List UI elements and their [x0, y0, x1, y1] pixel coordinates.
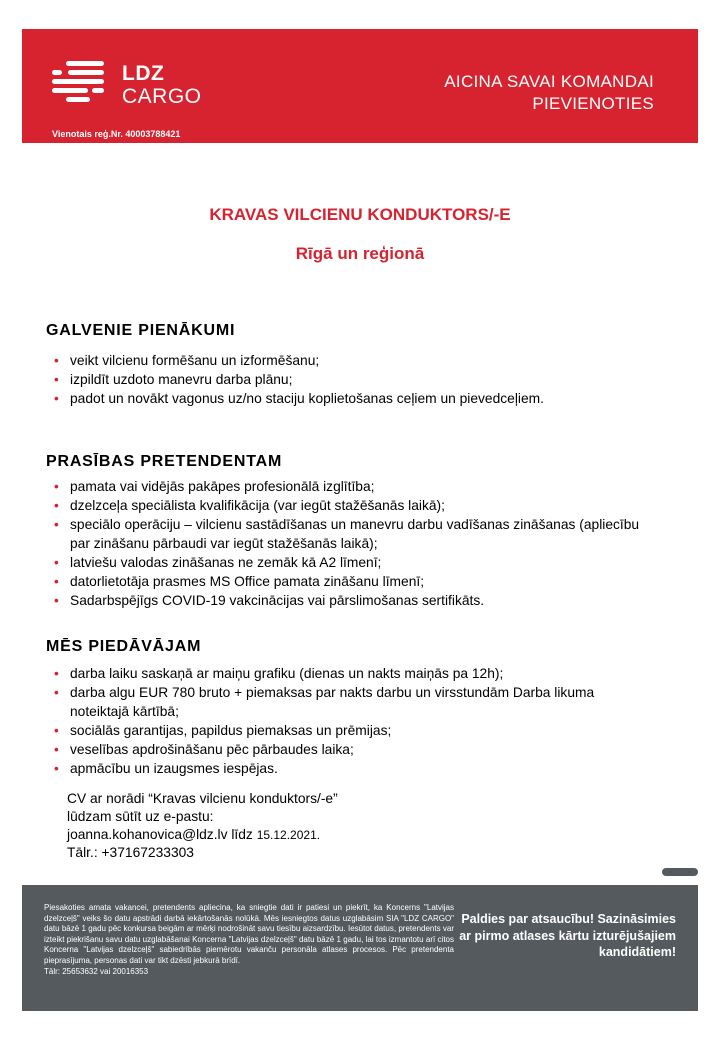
deadline-prefix: līdz	[231, 827, 253, 842]
list-item: • pamata vai vidējās pakāpes profesionālā izglītība;	[52, 477, 652, 496]
list-item: • Sadarbspējīgs COVID-19 vakcinācijas vai pārslimošanas sertifikāts.	[52, 591, 652, 610]
legal-notice	[44, 903, 454, 977]
list-item: • apmācību un izaugsmes iespējas.	[52, 759, 652, 778]
tagline	[444, 71, 654, 115]
deadline-date: 15.12.2021.	[256, 828, 321, 842]
list-item: • latviešu valodas zināšanas ne zemāk kā A2 līmenī;	[52, 553, 652, 572]
job-location: Rīgā un reģionā	[295, 244, 425, 263]
list-item: • darba laiku saskaņā ar maiņu grafiku (dienas un nakts maiņās pa 12h);	[52, 664, 652, 683]
offer-heading: MĒS PIEDĀVĀJAM	[46, 638, 202, 655]
duties-list	[52, 351, 652, 408]
requirements-heading: PRASĪBAS PRETENDENTAM	[46, 453, 283, 470]
legal-text: Piesakoties amata vakancei, pretendents apliecina, ka sniegtie dati ir patiesi un piekrīt, ka Koncerns "Latvijas dzelzceļš" veiks šo datu apstrādi darbā iekārtošanās nolūkā. Mēs iesniegtos datus uzglabāsim SIA "LDZ CARGO" datu bāzē 1 gadu pēc konkursa beigām ar mērķi nodrošināt savu tiesību aizsardzību. Iesūtot datus, pretendents var izteikt piekrišanu savu datu uzglabāšanai Koncerna "Latvijas dzelzceļš" datu bāzē 1 gadu, lai tos izmantotu arī citos Koncerna "Latvijas dzelzceļš" sabiedrībās piemērotu vakanču personāla atlases procesos. Pēc pretendenta pieprasījuma, personas dati var tikt dzēsti jebkurā brīdī.	[44, 903, 454, 965]
job-title: KRAVAS VILCIENU KONDUKTORS/-E	[209, 205, 511, 224]
list-item: • speciālo operāciju – vilcienu sastādīšanas un manevru darbu vadīšanas zināšanas (apliecību par zināšanu pārbaudi var iegūt stažēšanās laikā);	[52, 515, 652, 553]
email-link[interactable]: joanna.kohanovica@ldz.lv	[67, 827, 228, 842]
tagline-line-2: PIEVIENOTIES	[532, 94, 654, 113]
list-item: • izpildīt uzdoto manevru darba plānu;	[52, 370, 652, 389]
offer-list	[52, 664, 652, 778]
contact-line-1: CV ar norādi “Kravas vilcienu konduktors/-e”	[67, 791, 338, 806]
list-item: • darba algu EUR 780 bruto + piemaksas par nakts darbu un virsstundām Darba likuma noteiktajā kārtībā;	[52, 683, 652, 721]
legal-phone: Tālr: 25653632 vai 20016353	[44, 966, 149, 976]
decorative-bar	[662, 868, 698, 876]
list-item: • padot un novākt vagonus uz/no staciju koplietošanas ceļiem un pievedceļiem.	[52, 389, 652, 408]
contact-block	[67, 790, 338, 862]
registration-number: Vienotais reģ.Nr. 40003788421	[52, 129, 181, 139]
company-logo	[122, 62, 202, 108]
list-item: • datorlietotāja prasmes MS Office pamata zināšanu līmenī;	[52, 572, 652, 591]
contact-line-2: lūdzam sūtīt uz e-pastu:	[67, 809, 214, 824]
list-item: • dzelzceļa speciālista kvalifikācija (var iegūt stažēšanās laikā);	[52, 496, 652, 515]
list-item: • sociālās garantijas, papildus piemaksas un prēmijas;	[52, 721, 652, 740]
footer	[22, 885, 698, 1011]
thanks-message: Paldies par atsaucību! Sazināsimies ar pirmo atlases kārtu izturējušajiem kandidātiem!	[459, 912, 676, 959]
list-item: • veselības apdrošināšanu pēc pārbaudes laika;	[52, 740, 652, 759]
logo-line-1: LDZ	[122, 62, 165, 85]
logo-line-2: CARGO	[122, 85, 202, 108]
ldz-logo-icon	[52, 61, 104, 101]
contact-email-line	[67, 826, 338, 844]
tagline-line-1: AICINA SAVAI KOMANDAI	[444, 72, 654, 91]
list-item: • veikt vilcienu formēšanu un izformēšanu;	[52, 351, 652, 370]
requirements-list	[52, 477, 652, 610]
header-banner	[22, 29, 698, 143]
duties-heading: GALVENIE PIENĀKUMI	[46, 322, 236, 339]
contact-phone: Tālr.: +37167233303	[67, 845, 194, 860]
